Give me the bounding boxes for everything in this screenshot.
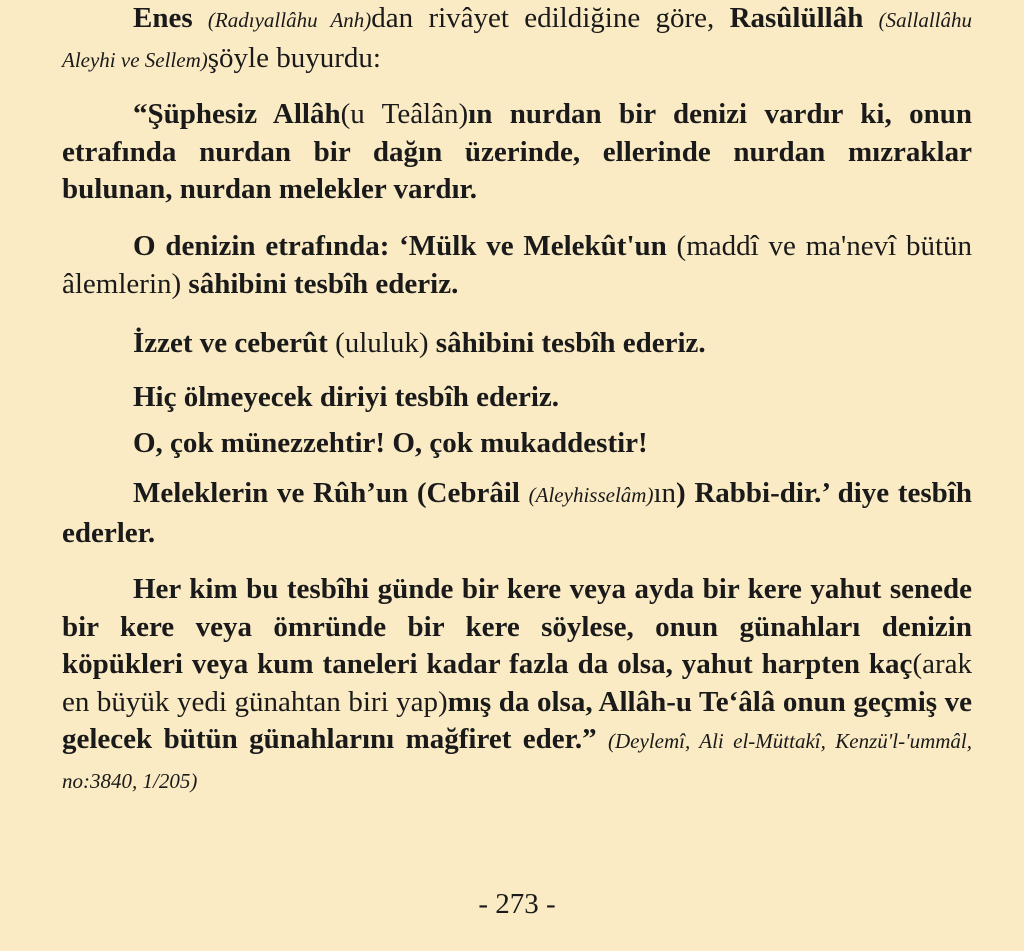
text-segment: (Radıyallâhu Anh) <box>207 8 372 32</box>
text-segment: Meleklerin ve Rûh’un (Cebrâil <box>133 477 529 509</box>
text-segment: (Aleyhisselâm) <box>528 483 654 507</box>
text-segment: “Şüphesiz Allâh <box>133 98 341 130</box>
text-segment: O denizin etrafında: ‘Mülk ve Melekût'un <box>133 230 677 262</box>
text-segment: dan rivâyet edildiğine göre, <box>371 2 730 34</box>
text-segment: (ululuk) <box>335 327 436 359</box>
text-segment: ın <box>653 477 676 509</box>
text-segment: (arak en büyük yedi günahtan biri yap) <box>62 648 972 718</box>
text-segment: (maddî ve ma'nevî bütün âlemlerin) <box>62 230 972 300</box>
intro-paragraph <box>62 0 972 79</box>
text-segment: (Sallallâhu Aleyhi ve Sellem) <box>62 8 972 72</box>
text-segment: mış da olsa, Allâh-u Te‘âlâ onun geçmiş ve gelecek bütün günahlarını mağfiret eder.” <box>62 685 972 755</box>
text-segment: Enes <box>133 2 208 34</box>
text-segment: şöyle buyurdu: <box>207 41 381 74</box>
hadith-paragraph-6 <box>62 475 972 552</box>
text-segment: (Deylemî, Ali el-Müttakî, Kenzü'l-'ummâl, no:3840, 1/205) <box>62 729 972 793</box>
text-segment: ) Rabbi-dir.’ diye tesbîh ederler. <box>62 477 972 549</box>
text-segment: sâhibini tesbîh ederiz. <box>435 327 706 359</box>
text-segment: ın nurdan bir denizi vardır ki, onun etrafında nurdan bir dağın üzerinde, ellerinde nurdan mızraklar bulunan, nurdan melekler vardır. <box>62 98 973 205</box>
text-segment: Rasûlüllâh <box>729 2 879 34</box>
hadith-paragraph-7 <box>62 571 972 800</box>
text-segment: Hiç ölmeyecek diriyi tesbîh ederiz. <box>133 381 560 413</box>
text-segment: İzzet ve ceberût <box>133 327 336 359</box>
text-segment: sâhibini tesbîh ederiz. <box>188 267 459 300</box>
page-number: - 273 - <box>478 888 556 920</box>
hadith-paragraph-2 <box>62 228 972 303</box>
hadith-paragraph-1 <box>62 96 972 209</box>
text-segment: Her kim bu tesbîhi günde bir kere veya ayda bir kere yahut senede bir kere veya ömründe bir kere söylese, onun günahları denizin köpükleri veya kum taneleri kadar fazla da olsa, yahut harpten kaç <box>62 573 972 680</box>
hadith-paragraph-4 <box>62 379 972 417</box>
hadith-paragraph-5 <box>62 425 972 463</box>
text-segment: (u Teâlân) <box>340 98 469 130</box>
text-segment: O, çok münezzehtir! O, çok mukaddestir! <box>133 427 648 459</box>
book-page <box>62 0 972 951</box>
hadith-paragraph-3 <box>62 325 972 363</box>
